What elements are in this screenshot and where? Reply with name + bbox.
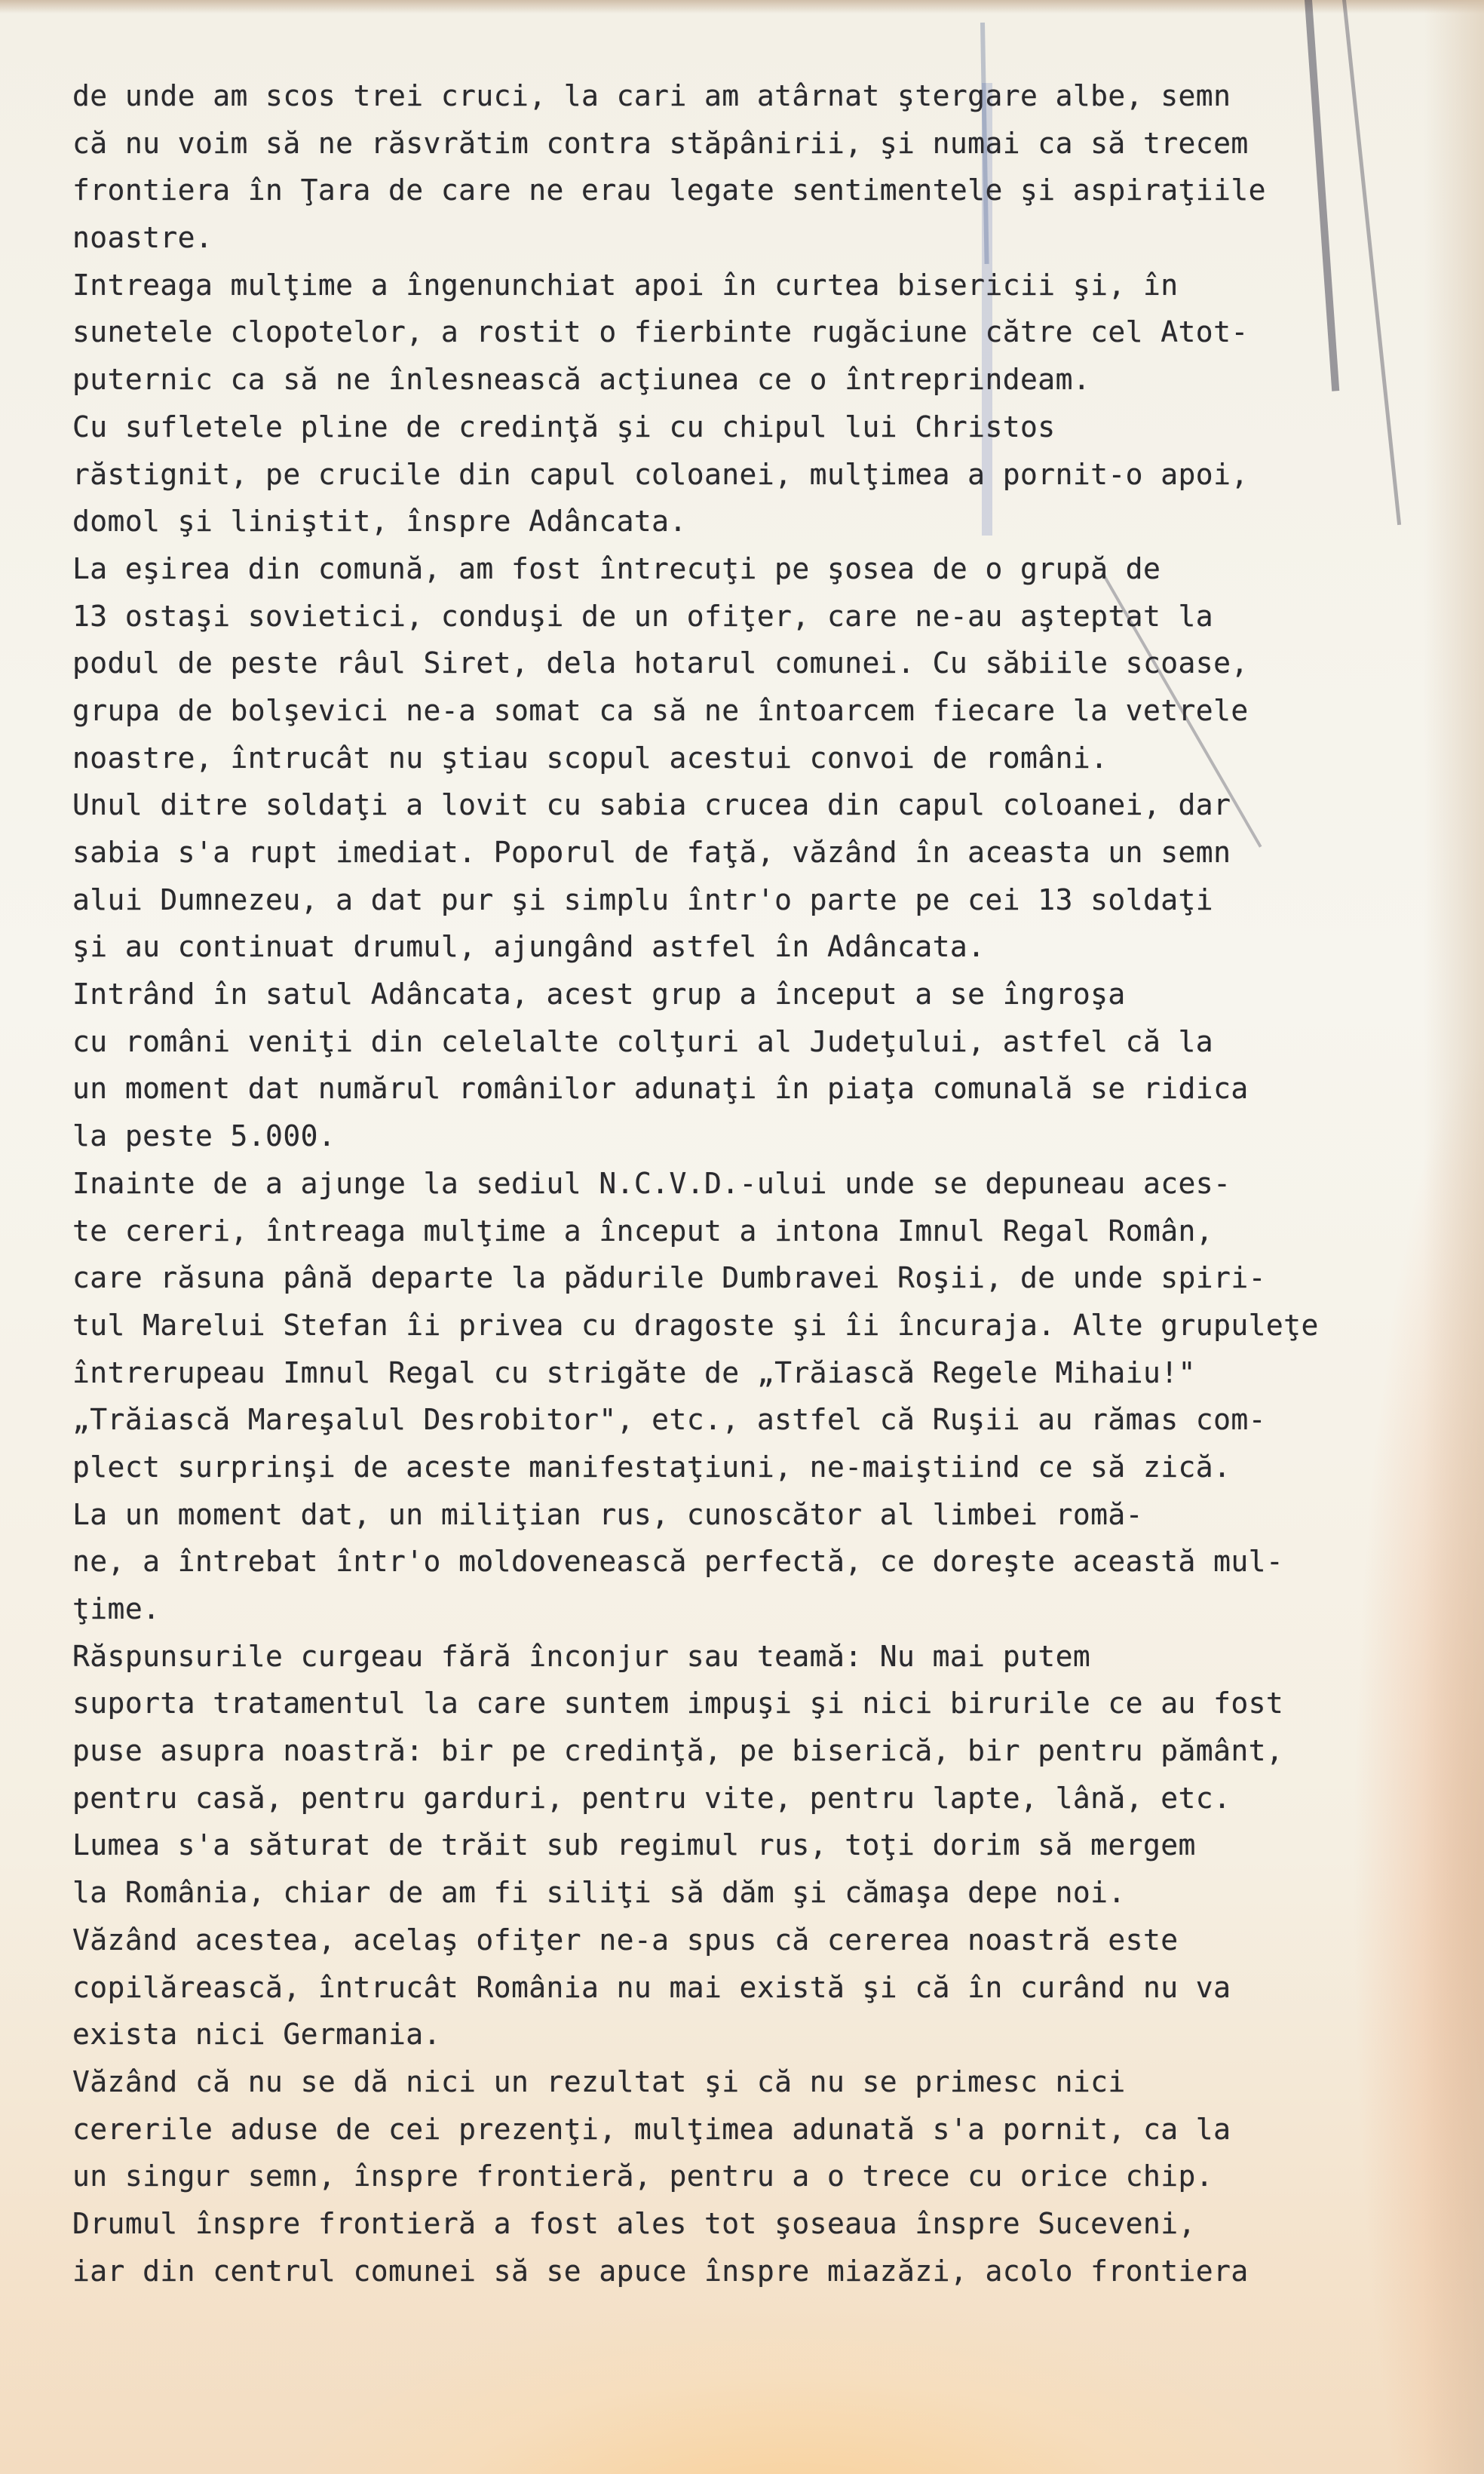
text-line: puternic ca să ne înlesnească acţiunea ce o întreprindeam.: [72, 363, 1091, 397]
text-line: iar din centrul comunei să se apuce înspre miazăzi, acolo frontiera: [72, 2254, 1249, 2288]
text-line: întrerupeau Imnul Regal cu strigăte de „Trăiască Regele Mihaiu!": [72, 1355, 1196, 1389]
text-line: puse asupra noastră: bir pe credinţă, pe biserică, bir pentru pământ,: [72, 1734, 1284, 1768]
text-line: copilărească, întrucât România nu mai există şi că în curând nu va: [72, 1970, 1231, 2004]
text-line: un moment dat numărul românilor adunaţi în piaţa comunală se ridica: [72, 1072, 1249, 1106]
text-line: Intreaga mulţime a îngenunchiat apoi în curtea bisericii şi, în: [72, 268, 1179, 302]
text-line: „Trăiască Mareşalul Desrobitor", etc., astfel că Ruşii au rămas com-: [72, 1403, 1266, 1437]
text-line: podul de peste râul Siret, dela hotarul comunei. Cu săbiile scoase,: [72, 646, 1249, 680]
text-line: răstignit, pe crucile din capul coloanei, mulţimea a pornit-o apoi,: [72, 457, 1249, 491]
text-line: Intrând în satul Adâncata, acest grup a început a se îngroşa: [72, 978, 1126, 1011]
text-line: Văzând acestea, acelaş ofiţer ne-a spus că cererea noastră este: [72, 1923, 1179, 1957]
text-line: plect surprinşi de aceste manifestaţiuni, ne-maiştiind ce să zică.: [72, 1450, 1231, 1484]
text-line: te cereri, întreaga mulţime a început a intona Imnul Regal Român,: [72, 1214, 1214, 1248]
text-line: pentru casă, pentru garduri, pentru vite, pentru lapte, lână, etc.: [72, 1781, 1231, 1815]
text-line: sabia s'a rupt imediat. Poporul de faţă, văzând în aceasta un semn: [72, 836, 1231, 869]
text-line: tul Marelui Stefan îi privea cu dragoste şi îi încuraja. Alte grupuleţe: [72, 1308, 1319, 1342]
text-line: La un moment dat, un miliţian rus, cunoscător al limbei romă-: [72, 1497, 1143, 1531]
text-line: La eşirea din comună, am fost întrecuţi pe şosea de o grupă de: [72, 551, 1161, 585]
text-line: noastre.: [72, 221, 213, 255]
text-line: de unde am scos trei cruci, la cari am atârnat ştergare albe, semn: [72, 79, 1231, 112]
text-line: la România, chiar de am fi siliţi să dăm şi cămaşa depe noi.: [72, 1876, 1126, 1910]
text-line: ţime.: [72, 1592, 161, 1625]
text-line: la peste 5.000.: [72, 1119, 336, 1153]
text-line: cu români veniţi din celelalte colţuri al Judeţului, astfel că la: [72, 1024, 1214, 1058]
text-line: alui Dumnezeu, a dat pur şi simplu într'o parte pe cei 13 soldaţi: [72, 882, 1214, 916]
text-line: frontiera în Ţara de care ne erau legate sentimentele şi aspiraţiile: [72, 173, 1266, 207]
text-line: 13 ostaşi sovietici, conduşi de un ofiţer, care ne-au aşteptat la: [72, 599, 1214, 633]
paper-stain: [0, 0, 1484, 14]
text-line: grupa de bolşevici ne-a somat ca să ne întoarcem fiecare la vetrele: [72, 693, 1249, 727]
text-line: Inainte de a ajunge la sediul N.C.V.D.-ului unde se depuneau aces-: [72, 1166, 1231, 1200]
text-line: şi au continuat drumul, ajungând astfel în Adâncata.: [72, 930, 986, 964]
text-line: exista nici Germania.: [72, 2018, 441, 2052]
text-line: ne, a întrebat într'o moldovenească perfectă, ce doreşte această mul-: [72, 1545, 1284, 1579]
text-line: noastre, întrucât nu ştiau scopul acestui convoi de români.: [72, 741, 1108, 775]
text-line: domol şi liniştit, înspre Adâncata.: [72, 505, 687, 539]
text-line: care răsuna până departe la pădurile Dumbravei Roşii, de unde spiri-: [72, 1261, 1266, 1295]
text-line: cererile aduse de cei prezenţi, mulţimea adunată s'a pornit, ca la: [72, 2112, 1231, 2146]
text-line: Drumul înspre frontieră a fost ales tot şoseaua înspre Suceveni,: [72, 2206, 1196, 2240]
text-line: Lumea s'a săturat de trăit sub regimul rus, toţi dorim să mergem: [72, 1828, 1196, 1862]
text-line: Răspunsurile curgeau fără înconjur sau teamă: Nu mai putem: [72, 1639, 1091, 1673]
text-line: Cu sufletele pline de credinţă şi cu chipul lui Christos: [72, 410, 1056, 444]
text-line: sunetele clopotelor, a rostit o fierbinte rugăciune către cel Atot-: [72, 315, 1249, 349]
text-line: suporta tratamentul la care suntem impuşi şi nici birurile ce au fost: [72, 1687, 1284, 1720]
text-line: că nu voim să ne răsvrătim contra stăpânirii, şi numai ca să trecem: [72, 126, 1249, 160]
document-body: [72, 72, 1452, 2294]
text-line: un singur semn, înspre frontieră, pentru a o trece cu orice chip.: [72, 2159, 1214, 2193]
text-line: Unul ditre soldaţi a lovit cu sabia crucea din capul coloanei, dar: [72, 788, 1231, 822]
text-line: Văzând că nu se dă nici un rezultat şi că nu se primesc nici: [72, 2064, 1126, 2098]
